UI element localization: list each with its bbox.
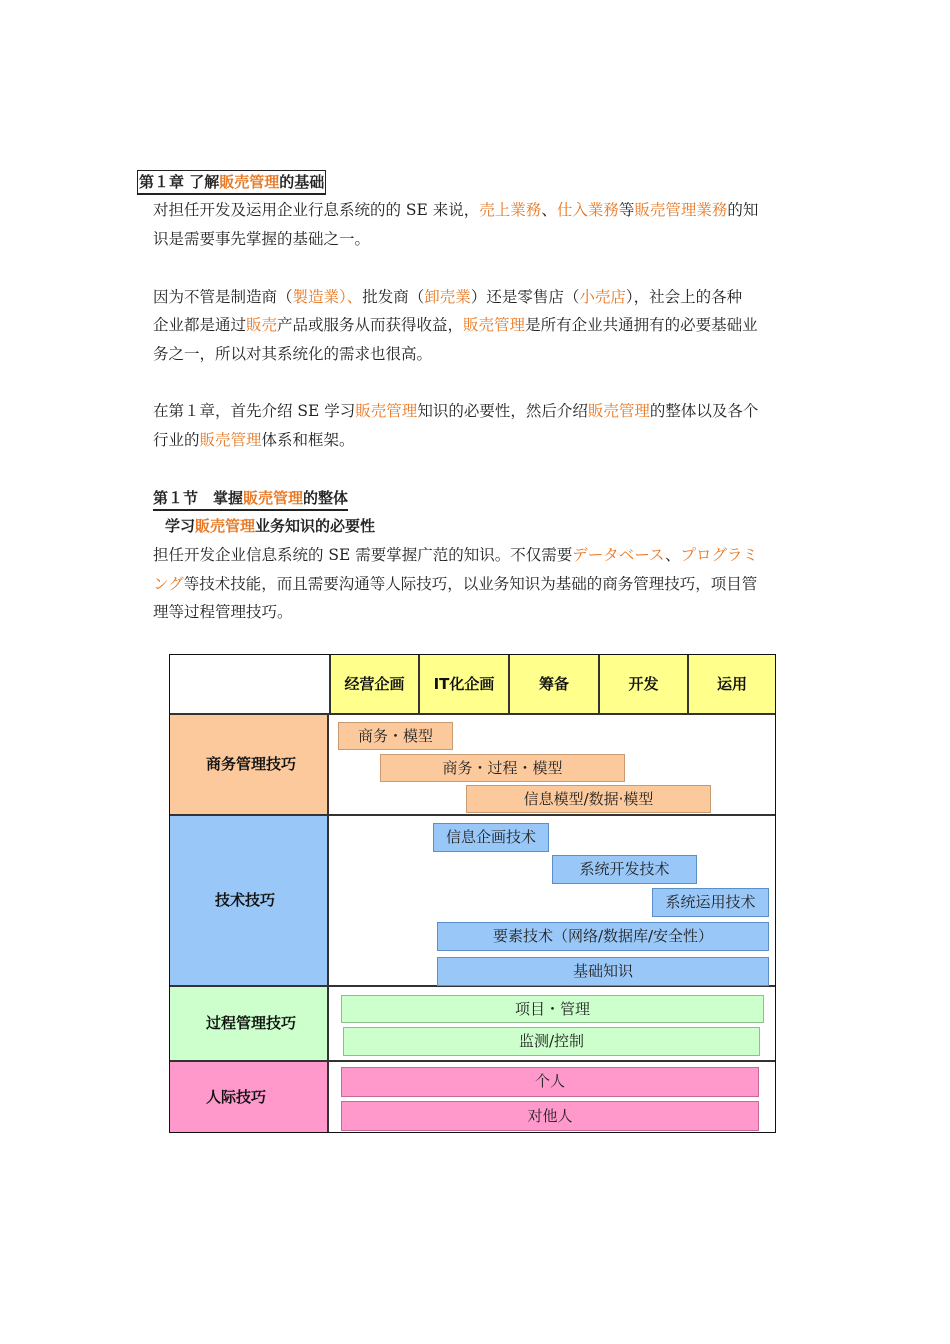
chapter-title-suffix: 的基础 bbox=[279, 173, 325, 191]
bar-system-operation-tech: 系统运用技术 bbox=[652, 888, 769, 917]
subsection-title-highlight: 販売管理 bbox=[195, 517, 256, 535]
term-highlight: ング bbox=[153, 575, 184, 593]
text: 担任开发企业信息系统的 SE 需要掌握广范的知识。不仅需要 bbox=[153, 546, 573, 564]
text: 行业的 bbox=[153, 431, 200, 449]
text: 批发商（ bbox=[362, 288, 425, 306]
term-highlight: 販売管理 bbox=[463, 316, 526, 334]
subsection-title-prefix: 学习 bbox=[165, 517, 196, 535]
text: 务之一，所以对其系统化的需求也很高。 bbox=[153, 345, 433, 363]
bar-information-planning-tech: 信息企画技术 bbox=[433, 823, 549, 852]
bar-monitoring-control: 监测/控制 bbox=[343, 1027, 760, 1056]
term-highlight: 販売管理業務 bbox=[634, 201, 728, 219]
bar-others: 对他人 bbox=[341, 1101, 759, 1131]
bar-business-process-model: 商务・过程・模型 bbox=[380, 754, 625, 782]
term-highlight: 仕入業務 bbox=[556, 201, 619, 219]
text: 是所有企业共通拥有的必要基础业 bbox=[525, 316, 758, 334]
bar-basic-knowledge: 基础知识 bbox=[437, 957, 769, 986]
text: 对担任开发及运用企业行息系统的的 SE 来说， bbox=[153, 201, 480, 219]
para3-line2 bbox=[153, 426, 355, 455]
category-technical-skills: 技术技巧 bbox=[170, 814, 329, 985]
chapter-title-prefix: 第１章 了解 bbox=[139, 173, 220, 191]
subsection-title-suffix: 业务知识的必要性 bbox=[255, 517, 376, 535]
text: 知识的必要性，然后介绍 bbox=[417, 402, 588, 420]
phase-preparation: 筹备 bbox=[508, 655, 598, 713]
term-highlight: 販売管理 bbox=[199, 431, 262, 449]
para2-line1 bbox=[153, 283, 742, 312]
bar-individual: 个人 bbox=[341, 1067, 759, 1097]
row-divider bbox=[329, 713, 775, 715]
para3-line1 bbox=[153, 397, 758, 426]
phase-development: 开发 bbox=[598, 655, 687, 713]
term-highlight: 小売店 bbox=[579, 288, 626, 306]
text: 在第１章，首先介绍 SE 学习 bbox=[153, 402, 356, 420]
bar-system-development-tech: 系统开发技术 bbox=[552, 855, 697, 884]
term-highlight: 卸売業 bbox=[424, 288, 471, 306]
text: ）还是零售店（ bbox=[470, 288, 580, 306]
phase-operation: 运用 bbox=[687, 655, 775, 713]
text: 企业都是通过 bbox=[153, 316, 247, 334]
bar-element-tech: 要素技术（网络/数据库/安全性） bbox=[437, 922, 769, 951]
chapter-title bbox=[137, 170, 326, 195]
text: 的整体以及各个 bbox=[649, 402, 759, 420]
section-title bbox=[153, 487, 348, 511]
para4-line2 bbox=[153, 570, 757, 599]
phase-it-planning: IT化企画 bbox=[418, 655, 508, 713]
phase-management-planning: 经营企画 bbox=[329, 655, 418, 713]
term-highlight: プログラミ bbox=[680, 546, 759, 564]
text: 识是需要事先掌握的基础之一。 bbox=[153, 230, 371, 248]
term-highlight: 製造業）、 bbox=[292, 288, 363, 306]
bar-business-model: 商务・模型 bbox=[338, 722, 453, 750]
para2-line3 bbox=[153, 340, 432, 369]
category-business-management: 商务管理技巧 bbox=[170, 713, 329, 814]
text: 产品或服务从而获得收益， bbox=[277, 316, 464, 334]
para1-line1 bbox=[153, 196, 758, 225]
text: 因为不管是制造商（ bbox=[153, 288, 293, 306]
chapter-title-highlight: 販売管理 bbox=[219, 173, 280, 191]
section-title-highlight: 販売管理 bbox=[243, 489, 304, 507]
row-divider bbox=[329, 1060, 775, 1062]
row-divider bbox=[329, 814, 775, 816]
section-title-suffix: 的整体 bbox=[303, 489, 349, 507]
para1-line2 bbox=[153, 225, 370, 254]
text: 、 bbox=[541, 201, 557, 219]
text: ），社会上的各种 bbox=[625, 288, 743, 306]
para4-line1 bbox=[153, 541, 758, 570]
section-title-prefix: 第１节 掌握 bbox=[153, 489, 244, 507]
term-highlight: 販売 bbox=[246, 316, 278, 334]
bar-information-data-model: 信息模型/数据·模型 bbox=[466, 785, 711, 813]
text: 理等过程管理技巧。 bbox=[153, 603, 293, 621]
para2-line2 bbox=[153, 311, 758, 340]
category-process-management: 过程管理技巧 bbox=[170, 985, 329, 1060]
skills-diagram bbox=[169, 654, 776, 1133]
bar-project-management: 项目・管理 bbox=[341, 995, 764, 1023]
term-highlight: 販売管理 bbox=[587, 402, 650, 420]
text: 、 bbox=[665, 546, 681, 564]
subsection-title bbox=[165, 515, 375, 537]
text: 等技术技能，而且需要沟通等人际技巧，以业务知识为基础的商务管理技巧，项目管 bbox=[183, 575, 758, 593]
term-highlight: 売上業務 bbox=[479, 201, 542, 219]
category-interpersonal: 人际技巧 bbox=[170, 1060, 329, 1132]
term-highlight: 販売管理 bbox=[355, 402, 418, 420]
text: 的知 bbox=[727, 201, 759, 219]
text: 等 bbox=[618, 201, 635, 219]
text: 体系和框架。 bbox=[261, 431, 355, 449]
term-highlight: データベース bbox=[572, 546, 665, 564]
para4-line3 bbox=[153, 598, 293, 627]
